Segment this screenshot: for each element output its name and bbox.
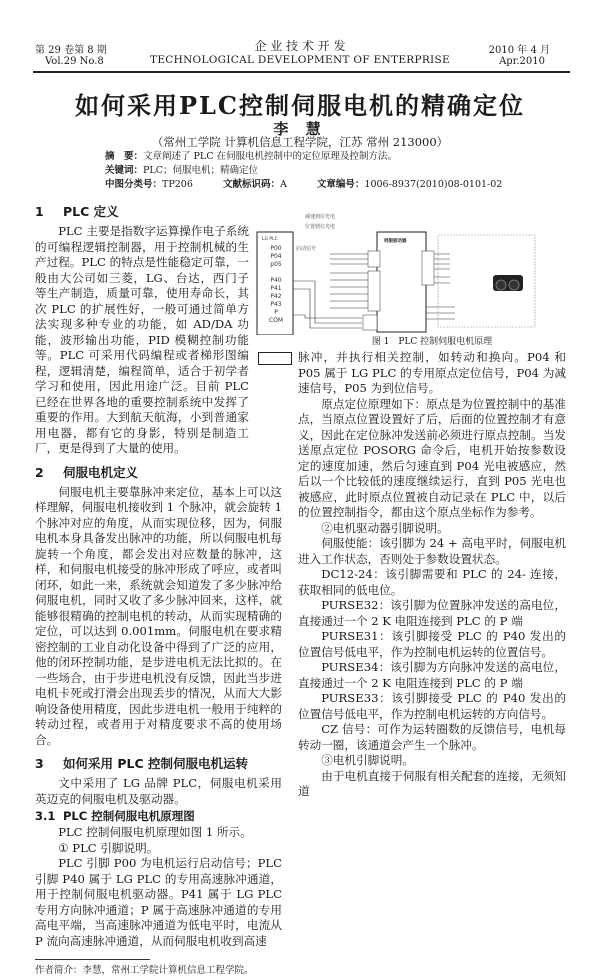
keywords-label: 关键词： (105, 165, 144, 176)
right-paragraph-origin: 原点定位原理如下：原点是为位置控制中的基准点，当原点位置设置好了后，后面的位置控制才有意义，因此在定位脉冲发送前必须进行原点控制。当发送原点定位 POSORG 命令后，电机开始按参数设定的速度加速，然后匀速直到 P04 光电被感应，然后以一个比较低的速度继续运行，直到 P05 光电也被感应，此时原点位置被自动记录在 PLC 中，以后的位置控制指令，都由这个原点坐标作为参考。 (298, 396, 566, 519)
plc-pin-label: P41 (270, 285, 282, 292)
right-paragraph-cz: CZ 信号：可作为运转圈数的反馈信号，电机每转动一圈，该通道会产生一个脉冲。 (298, 722, 566, 752)
plc-pin-label: P04 (270, 253, 282, 260)
figure-1-diagram (250, 205, 600, 335)
plc-pin-label: P (274, 309, 278, 316)
right-paragraph-purse34: PURSE34：该引脚为方向脉冲发送的高电位，直接通过一个 2 K 电阻连接到 PLC 的 P 端 (298, 660, 566, 690)
plc-pin-label: P40 (270, 277, 282, 284)
date-cn: 2010 年 4 月 (488, 45, 550, 56)
section-2-heading: 2 伺服电机定义 (35, 464, 139, 480)
clc-value: TP206 (162, 179, 193, 190)
issue-cn: 第 29 卷第 8 期 (35, 45, 107, 56)
right-paragraph-purse31: PURSE31：该引脚接受 PLC 的 P40 发出的位置信号低电平，作为控制电机运转的位置信号。 (298, 629, 566, 659)
plc-pin-label: P42 (270, 293, 282, 300)
right-item-2: ②电机驱动器引脚说明。 (321, 520, 449, 535)
plc-pin-label: P00 (270, 245, 282, 252)
right-paragraph-1: 脉冲，并执行相关控制，如转动和换向。P04 和 P05 属于 LG PLC 的专用原点定位信号，P04 为减速信号，P05 为到位信号。 (298, 350, 566, 395)
power-supply-box (258, 352, 292, 365)
sensor-1-label: 减速到位光电 (305, 214, 336, 220)
section-3-1-pin-paragraph: PLC 引脚 P00 为电机运行启动信号；PLC 引脚 P40 属于 LG PLC 的专用高速脉冲通道，用于控制伺服电机驱动器。P41 属于 LG PLC 专用方向脉冲通道；P 属于高速脉冲通道的专用高电平端，当高速脉冲通道为低电平时，电流从 P 流向高速脉冲通道，从而伺服电机收到高速 (35, 856, 282, 948)
section-1-heading: 1 PLC 定义 (35, 204, 119, 219)
left-column (35, 200, 282, 977)
section-3-1-item-1: ① PLC 引脚说明。 (58, 840, 159, 855)
doc-code-label: 文献标识码： (222, 179, 280, 190)
plc-pin-label: P43 (270, 301, 282, 308)
article-title: 如何采用PLC控制伺服电机的精确定位 (74, 91, 526, 120)
abstract-text: 文章阐述了 PLC 在伺服电机控制中的定位原理及控制方法。 (143, 151, 398, 162)
driver-label: 伺服驱动器 (384, 239, 407, 244)
plc-label: LG PLC (262, 237, 278, 242)
article-no-label: 文章编号： (316, 179, 365, 190)
journal-cn: 企 业 技 术 开 发 (254, 39, 346, 53)
clc-label: 中图分类号： (105, 179, 163, 190)
journal-en: TECHNOLOGICAL DEVELOPMENT OF ENTERPRISE (150, 54, 450, 66)
footnote: 作者简介：李慧，常州工学院计算机信息工程学院。 (35, 965, 254, 976)
keywords-text: PLC；伺服电机；精确定位 (143, 165, 258, 176)
plc-pin-label: p05 (270, 261, 282, 268)
section-1-paragraph: PLC 主要是指数字运算操作电子系统的可编程逻辑控制器，用于控制机械的生产过程。PLC 的特点是性能稳定可靠，一般由大公司如三菱，LG、台达，西门子等生产制造，质量可靠，使用寿命长，其次 PLC 的扩展性好，一般可通过简单方法实现多种专业的功能，如 AD/DA 功能，波形输出功能，PID 模糊控制功能等。PLC 可采用代码编程或者梯形图编程，逻辑清楚，编程简单，适合于初学者学习和使用，因此用途广泛。目前 PLC 已经在世界各地的重要控制系统中发挥了重要的作用。大到航天航海，小到普通家用电器，都有它的身影，特别是制造工厂，更是得到了大量的使用。 (35, 224, 249, 455)
sensor-2-label: 位置到位光电 (305, 224, 336, 230)
keywords (105, 165, 575, 177)
right-item-3: ③电机引脚说明。 (321, 753, 414, 767)
section-3-1-paragraph: PLC 控制伺服电机原理如图 1 所示。 (58, 825, 252, 839)
abstract-label: 摘 要： (105, 151, 144, 162)
affiliation: （常州工学院 计算机信息工程学院，江苏 常州 213000） (151, 135, 449, 149)
date-en: Apr.2010 (499, 56, 545, 67)
right-column (298, 350, 566, 800)
right-paragraph-motor: 由于电机直接于伺服有相关配套的连接，无须知道 (298, 768, 566, 798)
right-paragraph-purse33: PURSE33：该引脚接受 PLC 的 P40 发出的位置信号低电平，作为控制电机运转的方向信号。 (298, 691, 566, 721)
plc-pin-label: COM (268, 317, 284, 324)
header-rule (33, 71, 570, 73)
footnote-rule (35, 959, 150, 960)
article-no-value: 1006-8937(2010)08-0101-02 (364, 179, 503, 190)
motor-icon (493, 275, 523, 291)
right-paragraph-purse32: PURSE32：该引脚为位置脉冲发送的高电位，直接通过一个 2 K 电阻连接到 PLC 的 P 端 (298, 598, 566, 628)
right-paragraph-dc12-24: DC12-24：该引脚需要和 PLC 的 24- 连接，获取相同的低电位。 (298, 567, 566, 597)
start-signal-label: 启动信号 (296, 246, 317, 252)
section-3-paragraph: 文中采用了 LG 品牌 PLC，伺服电机采用英迈克的伺服电机及驱动器。 (35, 776, 282, 806)
author: 李 慧 (273, 120, 327, 138)
figure-1-caption: 图 1 PLC 控制伺服电机原理 (371, 337, 493, 347)
doc-code-value: A (279, 179, 287, 190)
section-3-1-heading: 3.1 PLC 控制伺服电机原理图 (35, 809, 195, 823)
classification (105, 179, 575, 191)
right-paragraph-servo-enable: 伺服使能：该引脚为 24 + 高电平时，伺服电机进入工作状态，否则处于参数设置状态。 (298, 536, 566, 566)
section-3-heading: 3 如何采用 PLC 控制伺服电机运转 (35, 756, 249, 771)
abstract (105, 151, 575, 163)
servo-driver-box (377, 232, 426, 332)
issue-en: Vol.29 No.8 (45, 56, 104, 67)
section-2-paragraph: 伺服电机主要靠脉冲来定位，基本上可以这样理解，伺服电机接收到 1 个脉冲，就会旋转 1 个脉冲对应的角度，从而实现位移，因为，伺服电机本身具备发出脉冲的功能，所以伺服电机每旋转一个角度，都会发出对应数量的脉冲，这样，和伺服电机接受的脉冲形成了呼应，或者叫闭环，如此一来，系统就会知道发了多少脉冲给伺服电机，同时又收了多少脉冲回来，这样，就能够很精确的控制电机的转动，从而实现精确的定位，可以达到 0.001mm。伺服电机在要求精密控制的工业自动化设备中得到了广泛的应用，他的闭环控制功能，是步进电机无法比拟的。在一些场合，由于步进电机没有反馈，因此当步进电机卡死或打滑会出现丢步的情况，从而大大影响设备使用精度，因此步进电机一般用于纯粹的转动过程，或者用于对精度要求不高的使用场合。 (35, 484, 282, 747)
